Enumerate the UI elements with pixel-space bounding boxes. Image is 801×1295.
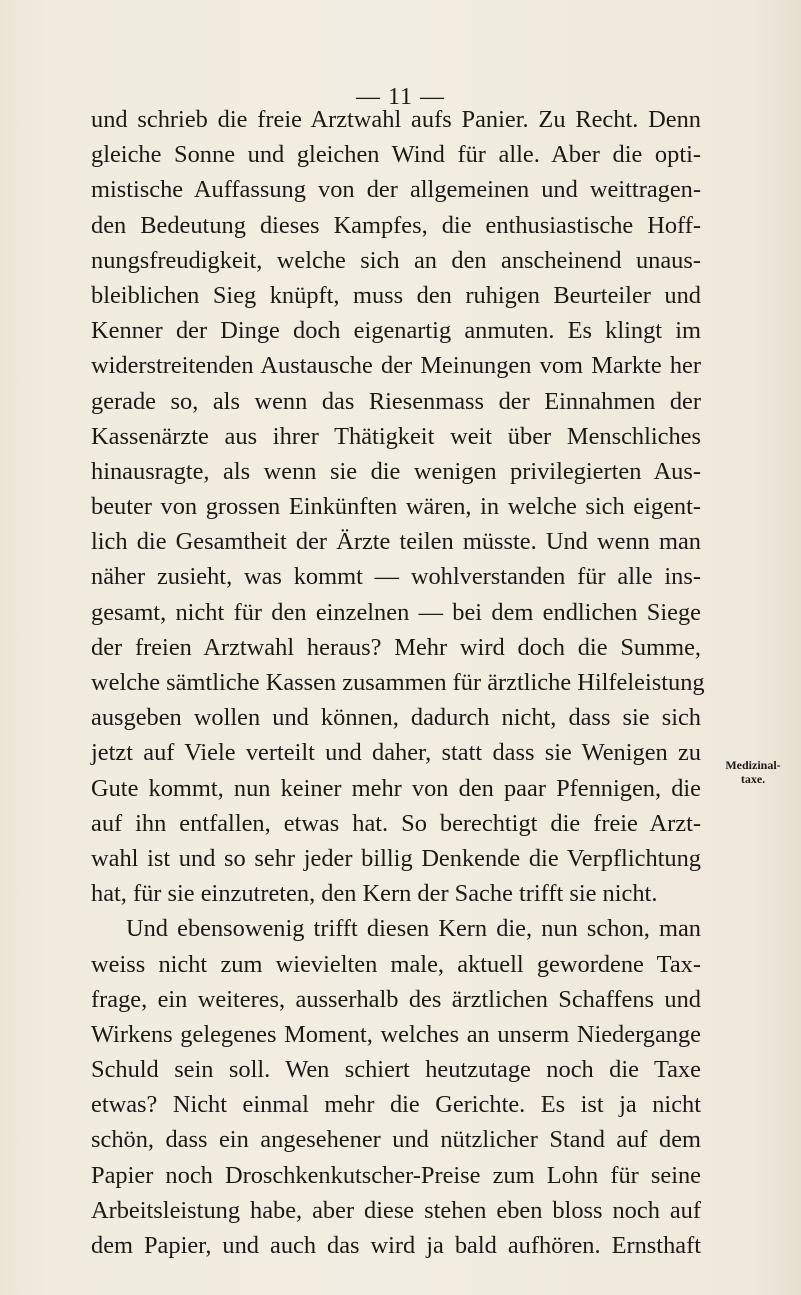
text-line: Schuld sein soll. Wen schiert heutzutage noch die Taxe [91,1056,701,1084]
text-line: Kassenärzte aus ihrer Thätigkeit weit über Menschliches [91,422,701,450]
text-line: hinausragte, als wenn sie die wenigen privilegierten Aus- [91,457,701,485]
text-line: gleiche Sonne und gleichen Wind für alle. Aber die opti- [91,141,701,169]
text-line: näher zusieht, was kommt — wohlverstanden für alle ins- [91,563,701,591]
text-line: bleiblichen Sieg knüpft, muss den ruhigen Beurteiler und [91,281,701,309]
text-line: Gute kommt, nun keiner mehr von den paar Pfennigen, die [91,774,701,802]
text-line: den Bedeutung dieses Kampfes, die enthusiastische Hoff- [91,211,701,239]
text-line: gerade so, als wenn das Riesenmass der Einnahmen der [91,387,701,415]
text-line: dem Papier, und auch das wird ja bald aufhören. Ernsthaft [91,1232,701,1259]
text-line: frage, ein weiteres, ausserhalb des ärztlichen Schaffens und [91,985,701,1013]
text-line: mistische Auffassung von der allgemeinen und weittragen- [91,176,701,204]
text-line: welche sämtliche Kassen zusammen für ärztliche Hilfeleistung [91,669,705,696]
text-line: ausgeben wollen und können, dadurch nicht, dass sie sich [91,704,701,732]
text-line: der freien Arztwahl heraus? Mehr wird doch die Summe, [91,633,701,661]
text-line: widerstreitenden Austausche der Meinungen vom Markte her [91,352,701,380]
text-line: Wirkens gelegenes Moment, welches an unserm Niedergange [91,1020,701,1048]
margin-note-line: taxe. [740,772,766,786]
text-line: und schrieb die freie Arztwahl aufs Panier. Zu Recht. Denn [91,106,701,133]
text-line: etwas? Nicht einmal mehr die Gerichte. Es ist ja nicht [91,1091,701,1119]
margin-note [713,758,793,786]
text-line: wahl ist und so sehr jeder billig Denkende die Verpflichtung [91,844,701,872]
text-line: Arbeitsleistung habe, aber diese stehen eben bloss noch auf [91,1196,701,1224]
margin-note-line: Medizinal- [725,758,781,772]
text-line: auf ihn entfallen, etwas hat. So berechtigt die freie Arzt- [91,809,701,837]
page-number: — 11 — [355,84,446,110]
text-line: nungsfreudigkeit, welche sich an den anscheinend unaus- [91,246,701,274]
paragraph-start-line: Und ebensowenig trifft diesen Kern die, nun schon, man [126,915,701,943]
text-line: jetzt auf Viele verteilt und daher, statt dass sie Wenigen zu [91,739,701,767]
body-text [91,102,705,1263]
text-line: hat, für sie einzutreten, den Kern der Sache trifft sie nicht. [91,880,658,908]
text-line: Kenner der Dinge doch eigenartig anmuten. Es klingt im [91,317,701,345]
text-line: Papier noch Droschkenkutscher-Preise zum Lohn für seine [91,1161,701,1189]
text-line: beuter von grossen Einkünften wären, in welche sich eigent- [91,493,701,521]
text-line: gesamt, nicht für den einzelnen — bei dem endlichen Siege [91,598,701,626]
text-line: lich die Gesamtheit der Ärzte teilen müsste. Und wenn man [91,528,701,556]
text-line: weiss nicht zum wievielten male, aktuell gewordene Tax- [91,950,701,978]
text-line: schön, dass ein angesehener und nützlicher Stand auf dem [91,1126,701,1154]
